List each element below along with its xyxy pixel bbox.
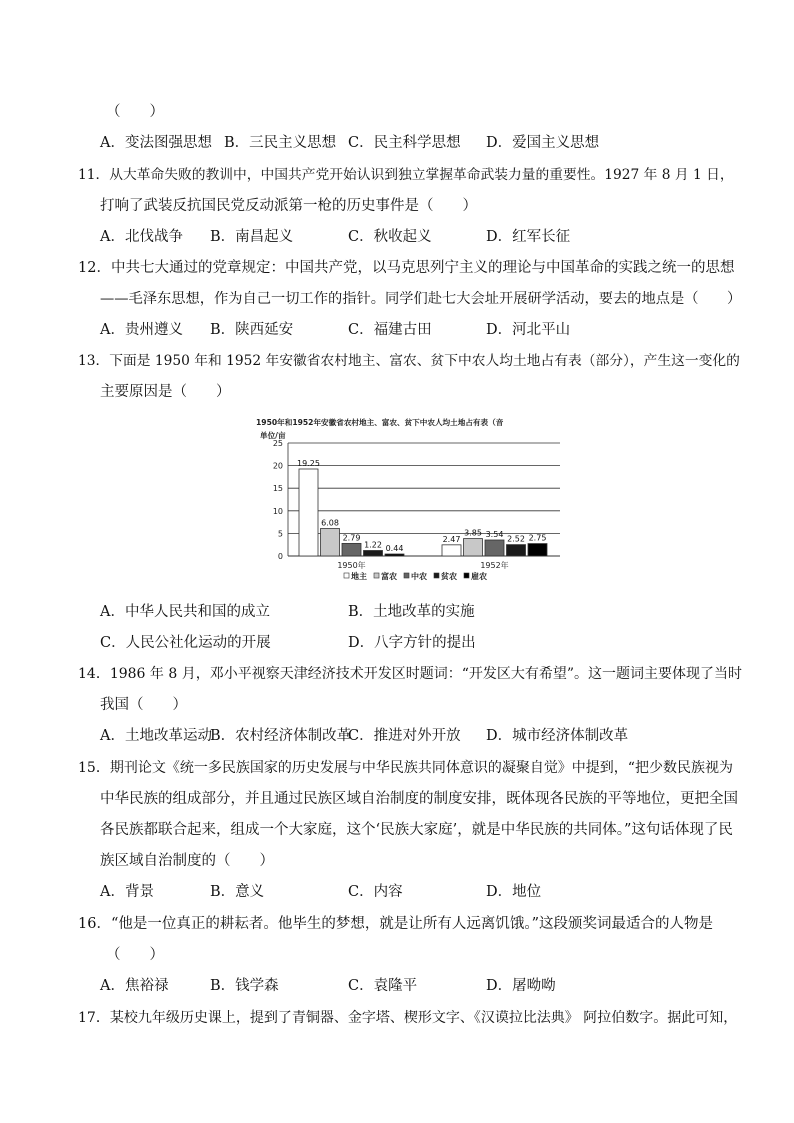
legend-swatch-雇农: [464, 573, 469, 578]
bar-中农-1950年: [342, 543, 361, 556]
chart-y-ticks: [273, 439, 283, 561]
y-tick-label: 25: [272, 439, 283, 448]
q10-option-b: B．三民主义思想: [224, 135, 337, 151]
q11-stem-line2: 打响了武装反抗国民党反动派第一枪的历史事件是（ ）: [100, 198, 477, 214]
q16-stem-line1: 16．“他是一位真正的耕耘者。他毕生的梦想，就是让所有人远离饥饿。”这段颁奖词最适合的人物是: [78, 916, 714, 932]
q11-stem-line1: 11．从大革命失败的教训中，中国共产党开始认识到独立掌握革命武装力量的重要性。1927 年 8 月 1 日，: [78, 167, 734, 183]
q12-stem-line2: ——毛泽东思想，作为自己一切工作的指针。同学们赴七大会址开展研学活动，要去的地点是（ ）: [100, 291, 742, 307]
value-label: 2.75: [528, 533, 547, 543]
q10-answer-paren: （ ）: [106, 104, 164, 120]
q15-stem-line3: 各民族都联合起来，组成一个大家庭，这个‘民族大家庭’，就是中华民族的共同体。”这句话体现了民: [100, 822, 733, 838]
bar-地主-1952年: [442, 545, 461, 556]
q13-option-c: C．人民公社化运动的开展: [100, 635, 271, 651]
value-label: 2.52: [507, 534, 525, 544]
x-label: 1950年: [337, 561, 366, 570]
q13-option-d: D．八字方针的提出: [348, 635, 476, 651]
bar-贫农-1950年: [364, 550, 383, 556]
bar-地主-1950年: [299, 469, 318, 556]
q16-stem-line2: （ ）: [106, 947, 164, 963]
legend-swatch-中农: [404, 573, 409, 578]
land-ownership-bar-chart: [252, 414, 574, 590]
q12-option-a: A．贵州遵义: [100, 322, 183, 338]
q11-option-a: A．北伐战争: [100, 229, 183, 245]
q11-option-b: B．南昌起义: [210, 229, 294, 245]
legend-label-中农: 中农: [411, 572, 427, 581]
q13-option-a: A．中华人民共和国的成立: [100, 604, 270, 620]
legend-swatch-富农: [374, 573, 379, 578]
value-label: 3.54: [485, 529, 504, 539]
value-label: 1.22: [364, 540, 382, 550]
q15-option-d: D．地位: [486, 884, 542, 900]
q14-option-c: C．推进对外开放: [348, 728, 461, 744]
x-label: 1952年: [480, 561, 509, 570]
q14-option-a: A．土地改革运动: [100, 728, 212, 744]
q16-option-b: B．钱学森: [210, 978, 279, 994]
q17-stem-line1: 17．某校九年级历史课上，提到了青铜器、金字塔、楔形文字、《汉谟拉比法典》 阿拉伯数字。据此可知，: [78, 1010, 738, 1026]
q10-option-a: A．变法图强思想: [100, 135, 212, 151]
value-label: 6.08: [321, 518, 339, 528]
bar-雇农-1950年: [385, 554, 404, 556]
bar-中农-1952年: [485, 540, 504, 556]
q13-stem-line1: 13．下面是 1950 年和 1952 年安徽省农村地主、富农、贫下中农人均土地占有表（部分），产生这一变化的: [78, 353, 740, 369]
q10-option-d: D．爱国主义思想: [486, 135, 600, 151]
q13-stem-line2: 主要原因是（ ）: [100, 384, 231, 400]
q16-option-d: D．屠呦呦: [486, 978, 556, 994]
value-label: 0.44: [385, 544, 404, 554]
q16-option-a: A．焦裕禄: [100, 978, 169, 994]
legend-label-富农: 富农: [381, 572, 397, 581]
y-tick-label: 5: [277, 529, 283, 539]
q11-option-d: D．红军长征: [486, 229, 571, 245]
y-tick-label: 0: [277, 552, 283, 561]
q14-option-d: D．城市经济体制改革: [486, 728, 629, 744]
value-label: 2.79: [342, 533, 361, 543]
legend-label-地主: 地主: [351, 572, 367, 581]
q12-option-c: C．福建古田: [348, 322, 432, 338]
chart-x-labels: [337, 560, 508, 570]
q12-stem-line1: 12．中共七大通过的党章规定：中国共产党，以马克思列宁主义的理论与中国革命的实践之统一的思想: [78, 260, 735, 276]
q12-option-d: D．河北平山: [486, 322, 571, 338]
legend-label-雇农: 雇农: [471, 572, 487, 581]
legend-swatch-贫农: [434, 573, 439, 578]
y-tick-label: 20: [272, 461, 283, 471]
chart-legend: [344, 571, 487, 581]
q16-option-c: C．袁隆平: [348, 978, 418, 994]
y-tick-label: 15: [272, 484, 283, 494]
bar-富农-1950年: [321, 529, 340, 556]
q15-stem-line1: 15．期刊论文《统一多民族国家的历史发展与中华民族共同体意识的凝聚自觉》中提到，“把少数民族视为: [78, 760, 733, 776]
q14-stem-line2: 我国（ ）: [100, 697, 187, 713]
q15-option-b: B．意义: [210, 884, 265, 900]
q11-option-c: C．秋收起义: [348, 229, 432, 245]
legend-swatch-地主: [344, 573, 349, 578]
value-label: 2.47: [442, 534, 461, 544]
q14-stem-line1: 14．1986 年 8 月，邓小平视察天津经济技术开发区时题词：“开发区大有希望”。这一题词主要体现了当时: [78, 666, 743, 682]
chart-ylabel: 单位/亩: [260, 431, 286, 440]
q14-option-b: B．农村经济体制改革: [210, 728, 352, 744]
q15-stem-line4: 族区域自治制度的（ ）: [100, 853, 274, 869]
chart-title: 1950年和1952年安徽省农村地主、富农、贫下中农人均土地占有表（音: [256, 418, 504, 427]
bar-富农-1952年: [464, 539, 483, 556]
q15-option-a: A．背景: [100, 884, 154, 900]
bar-雇农-1952年: [528, 544, 547, 556]
y-tick-label: 10: [272, 506, 283, 516]
q13-option-b: B．土地改革的实施: [348, 604, 475, 620]
legend-label-贫农: 贫农: [441, 572, 457, 581]
bar-贫农-1952年: [507, 545, 526, 556]
q15-option-c: C．内容: [348, 884, 403, 900]
q15-stem-line2: 中华民族的组成部分，并且通过民族区域自治制度的制度安排，既体现各民族的平等地位，更把全国: [100, 791, 738, 807]
q12-option-b: B．陕西延安: [210, 322, 294, 338]
value-label: 3.85: [464, 528, 482, 538]
value-label: 19.25: [297, 458, 320, 468]
q10-option-c: C．民主科学思想: [348, 135, 461, 151]
